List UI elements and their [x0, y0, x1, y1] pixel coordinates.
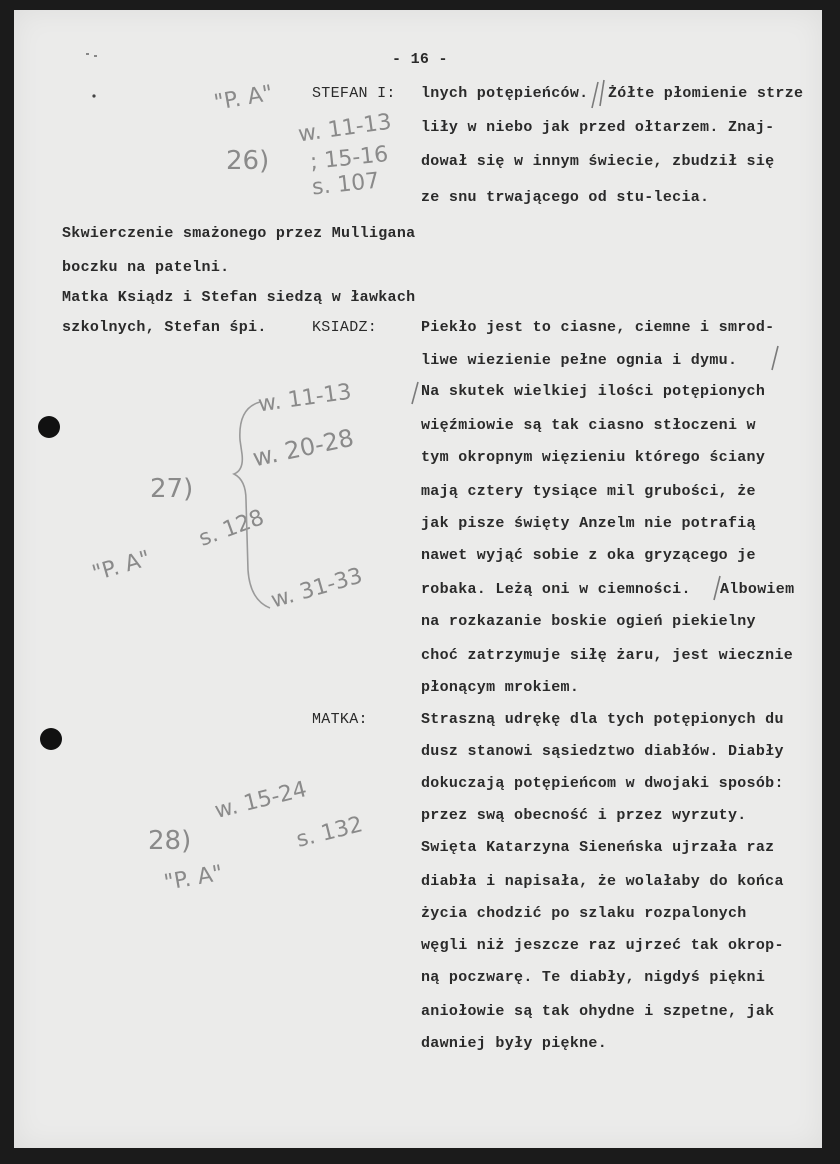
annotation-verses: w. 11-13 [296, 109, 394, 148]
speaker-stefan: STEFAN I: [312, 85, 396, 102]
slash-mark [714, 576, 720, 600]
stefan-line: liły w niebo jak przed ołtarzem. Znaj- [421, 119, 775, 136]
annotation-verses: w. 15-24 [212, 777, 310, 825]
ksiadz-line: płonącym mrokiem. [421, 679, 580, 696]
pencil-marks [14, 10, 822, 1148]
ksiadz-line: choć zatrzymuje siłę żaru, jest wiecznie [421, 647, 794, 664]
stefan-line: ze snu trwającego od stu-lecia. [421, 189, 710, 206]
slash-mark [592, 82, 598, 108]
slash-mark [772, 346, 778, 370]
punch-hole [40, 728, 62, 750]
speck-mark [86, 54, 97, 56]
stefan-line: lnych potępieńców. [421, 85, 589, 102]
speaker-matka: MATKA: [312, 711, 368, 728]
ksiadz-line: tym okropnym więzieniu którego ściany [421, 449, 766, 466]
stage-direction-line: Skwierczenie smażonego przez Mulligana [62, 225, 416, 242]
ksiadz-line: nawet wyjąć sobie z oka gryzącego je [421, 547, 756, 564]
annotation-verses: w. 11-13 [256, 379, 354, 418]
annotation-verses: ; 15-16 [308, 141, 390, 176]
stefan-line: dował się w innym świecie, zbudził się [421, 153, 775, 170]
annotation-page: s. 107 [310, 168, 381, 201]
matka-line: ną poczwarę. Te diabły, nigdyś piękni [421, 969, 766, 986]
stage-direction-line: szkolnych, Stefan śpi. [62, 319, 267, 336]
ksiadz-line: mają cztery tysiące mil grubości, że [421, 483, 756, 500]
matka-line: Swięta Katarzyna Sieneńska ujrzała raz [421, 839, 775, 856]
annotation-number: 27) [150, 474, 194, 504]
matka-line: dusz stanowi sąsiedztwo diabłów. Diabły [421, 743, 784, 760]
ksiadz-line: na rozkazanie boskie ogień piekielny [421, 613, 756, 630]
matka-line: węgli niż jeszcze raz ujrzeć tak okrop- [421, 937, 784, 954]
speaker-ksiadz: KSIADZ: [312, 319, 378, 336]
matka-line: diabła i napisała, że wolałaby do końca [421, 873, 784, 890]
matka-line: aniołowie są tak ohydne i szpetne, jak [421, 1003, 775, 1020]
annotation-verses: w. 20-28 [250, 423, 357, 473]
annotation-number: 28) [148, 826, 192, 856]
punch-hole [38, 416, 60, 438]
annotation-pa: "P. A" [162, 861, 225, 896]
matka-line: Straszną udrękę dla tych potępionych du [421, 711, 784, 728]
matka-line: dawniej były piękne. [421, 1035, 608, 1052]
ksiadz-line: jak pisze święty Anzelm nie potrafią [421, 515, 756, 532]
annotation-number: 26) [226, 146, 270, 176]
speck-mark [92, 94, 95, 97]
annotation-page: s. 128 [195, 505, 268, 552]
stage-direction-line: Matka Ksiądz i Stefan siedzą w ławkach [62, 289, 416, 306]
annotation-pa: "P. A" [212, 81, 275, 116]
matka-line: życia chodzić po szlaku rozpalonych [421, 905, 747, 922]
annotation-verses: w. 31-33 [268, 563, 366, 614]
stage-direction-line: boczku na patelni. [62, 259, 230, 276]
slash-mark [412, 382, 418, 404]
annotation-page: s. 132 [293, 812, 366, 853]
typewritten-page [14, 10, 822, 1148]
slash-mark [600, 80, 604, 106]
ksiadz-line: Albowiem [720, 581, 795, 598]
ksiadz-line: więźmiowie są tak ciasno stłoczeni w [421, 417, 756, 434]
stefan-line: Żółte płomienie strze [608, 85, 804, 102]
ksiadz-line: liwe wiezienie pełne ognia i dymu. [421, 352, 738, 369]
ksiadz-line: robaka. Leżą oni w ciemności. [421, 581, 691, 598]
matka-line: przez swą obecność i przez wyrzuty. [421, 807, 747, 824]
page-number: - 16 - [392, 51, 448, 68]
ksiadz-line: Na skutek wielkiej ilości potępionych [421, 383, 766, 400]
matka-line: dokuczają potępieńcom w dwojaki sposób: [421, 775, 784, 792]
annotation-pa: "P. A" [89, 546, 154, 587]
brace-mark [234, 402, 270, 608]
ksiadz-line: Piekło jest to ciasne, ciemne i smrod- [421, 319, 775, 336]
